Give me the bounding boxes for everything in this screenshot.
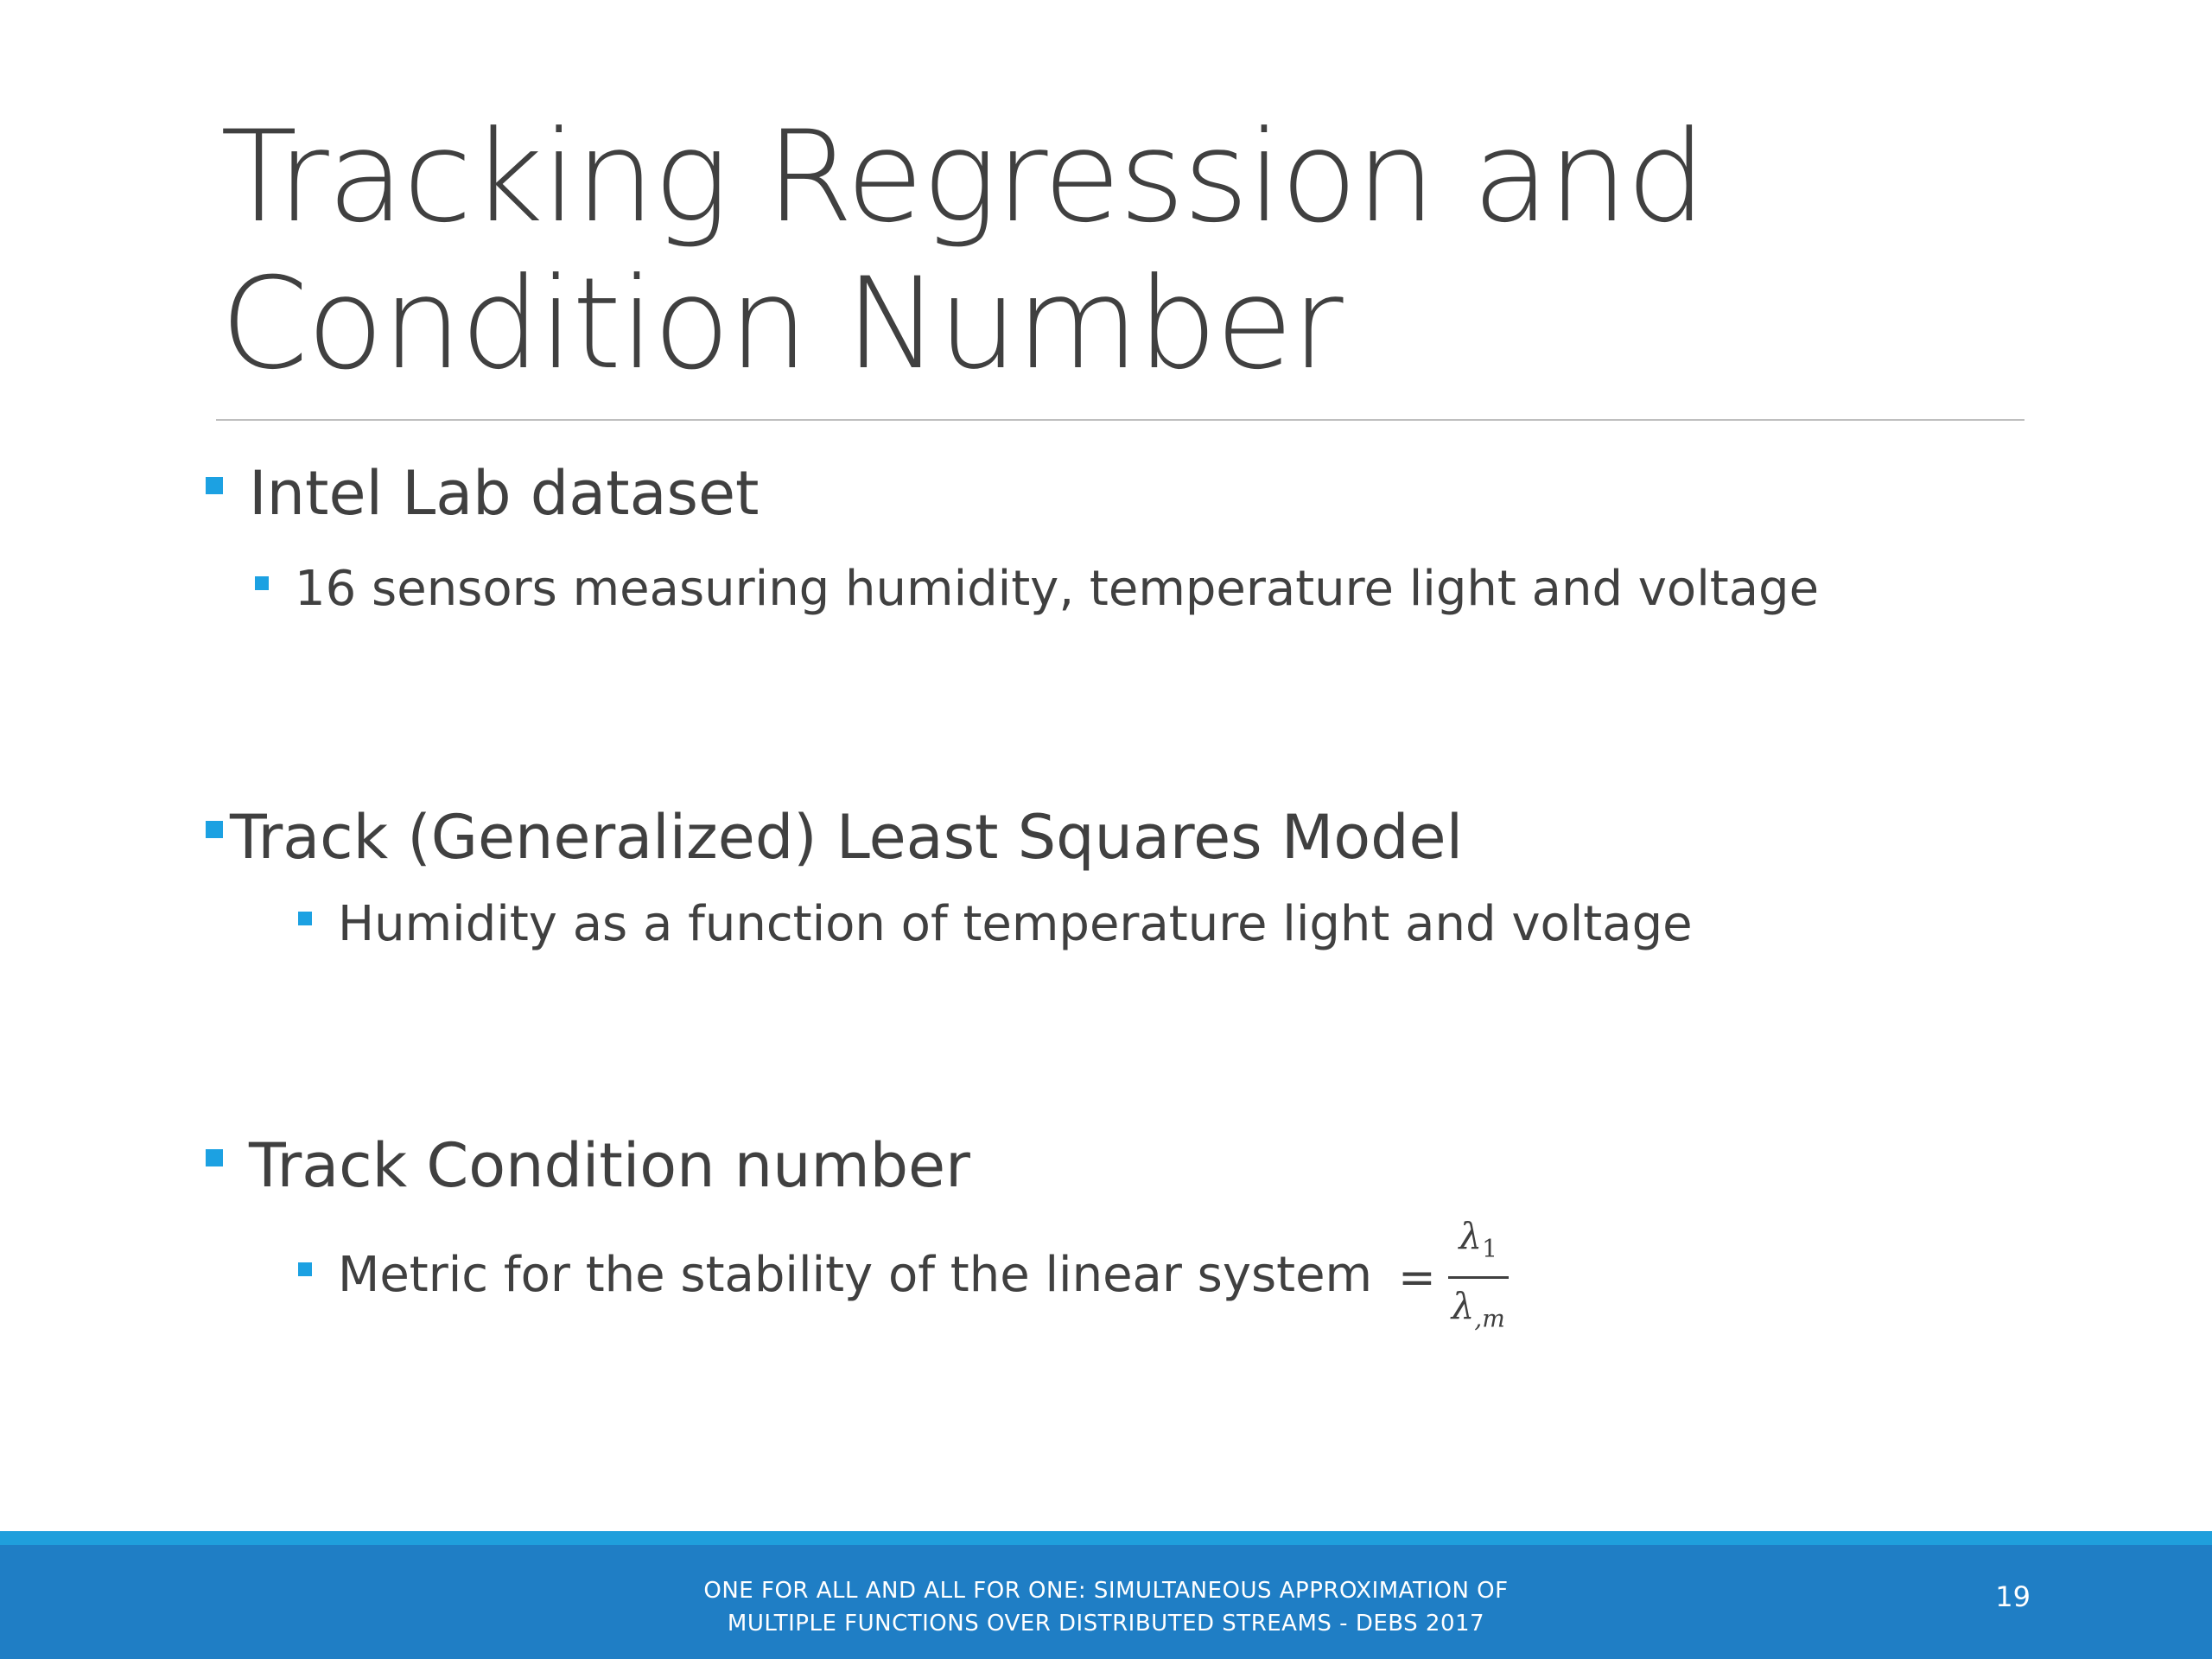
sub-bullet-text: Metric for the stability of the linear system bbox=[338, 1247, 1373, 1304]
bullet-square-icon bbox=[298, 912, 312, 925]
slide-title bbox=[220, 104, 2035, 397]
sub-bullet-sensors bbox=[255, 556, 1819, 622]
bullet-condition-number bbox=[206, 1127, 970, 1205]
footer-bar bbox=[0, 1545, 2212, 1659]
bullet-intel-lab-dataset bbox=[206, 454, 759, 532]
sub-bullet-humidity-function bbox=[298, 892, 1693, 957]
formula-numerator bbox=[1448, 1214, 1509, 1276]
slide-title-line-1: Tracking Regression and bbox=[220, 104, 1705, 251]
footer-caption-line-2: MULTIPLE FUNCTIONS OVER DISTRIBUTED STREAMS - DEBS 2017 bbox=[727, 1611, 1485, 1637]
footer-caption bbox=[588, 1574, 1624, 1640]
sub-bullet-text: 16 sensors measuring humidity, temperature light and voltage bbox=[295, 561, 1820, 617]
denominator-symbol: λ bbox=[1451, 1285, 1475, 1328]
bullet-square-icon bbox=[206, 821, 223, 838]
condition-number-formula bbox=[1398, 1214, 1509, 1342]
bullet-text: Track (Generalized) Least Squares Model bbox=[230, 802, 1464, 873]
numerator-symbol: λ bbox=[1459, 1215, 1483, 1257]
formula-equals: = bbox=[1398, 1251, 1436, 1304]
title-divider bbox=[216, 419, 2024, 421]
numerator-subscript: 1 bbox=[1482, 1234, 1497, 1263]
bullet-square-icon bbox=[298, 1262, 312, 1276]
formula-fraction bbox=[1448, 1214, 1509, 1342]
footer-accent-bar bbox=[0, 1531, 2212, 1545]
bullet-text: Track Condition number bbox=[249, 1130, 970, 1201]
bullet-square-icon bbox=[206, 477, 223, 494]
bullet-least-squares-model bbox=[206, 798, 1463, 876]
footer-caption-line-1: ONE FOR ALL AND ALL FOR ONE: SIMULTANEOUS APPROXIMATION OF bbox=[703, 1578, 1509, 1604]
bullet-square-icon bbox=[206, 1149, 223, 1166]
page-number: 19 bbox=[1995, 1580, 2031, 1613]
sub-bullet-stability-metric bbox=[298, 1214, 1509, 1342]
sub-bullet-text: Humidity as a function of temperature light and voltage bbox=[338, 896, 1693, 952]
slide-title-line-2: Condition Number bbox=[220, 251, 1342, 397]
bullet-text: Intel Lab dataset bbox=[249, 458, 760, 529]
formula-denominator bbox=[1448, 1276, 1509, 1341]
denominator-subscript: ,m bbox=[1474, 1304, 1505, 1333]
bullet-square-icon bbox=[255, 576, 269, 590]
